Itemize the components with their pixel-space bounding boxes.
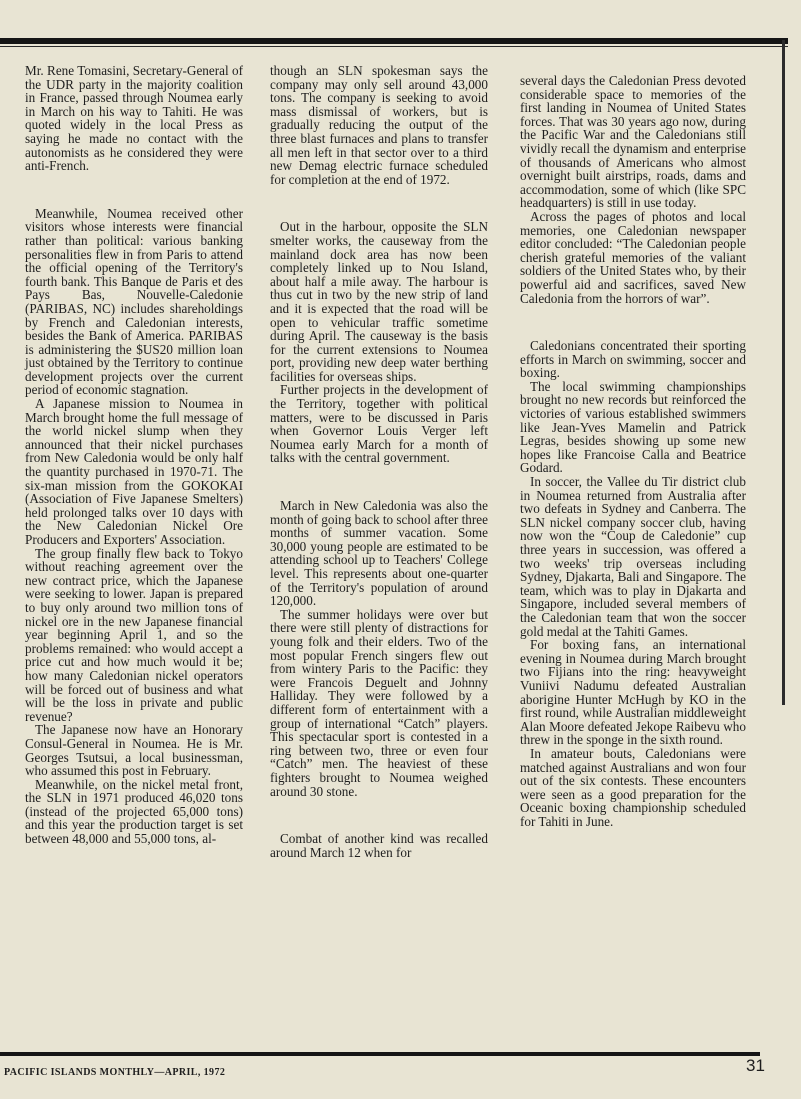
paragraph: For boxing fans, an international evening in Noumea during March brought two Fijians into the ring: heavyweight Vuniivi Nadumu defeated Australian aborigine Hunter McHugh by KO in the first round, while Australian middleweight Alan Moore defeated Jekope Raibevu who threw in the sponge in the sixth round. bbox=[520, 637, 746, 748]
paragraph: Combat of another kind was recalled around March 12 when for bbox=[270, 831, 488, 860]
right-column-rule bbox=[782, 40, 785, 705]
paragraph: The Japanese now have an Honorary Consul-General in Noumea. He is Mr. Georges Tsutsui, a local businessman, who assumed this post in February. bbox=[25, 722, 243, 779]
paragraph: several days the Caledonian Press devoted considerable space to memories of the first landing in Noumea of United States forces. That was 30 years ago now, during the Pacific War and the Caledonians still vividly recall the dynamism and enterprise of thousands of Americans who almost overnight built airstrips, roads, dams and accommodation, some of which (like SPC headquarters) is still in use today. bbox=[520, 73, 746, 211]
page-number: 31 bbox=[746, 1056, 765, 1075]
paragraph: A Japanese mission to Noumea in March brought home the full message of the world nickel slump when they announced that their nickel purchases from New Caledonia would be only half the quantity purchased in 1970-71. The six-man mission from the GOKOKAI (Association of Five Japanese Smelters) held prolonged talks over 10 days with the New Caledonian Nickel Ore Producers and Exporters' Association. bbox=[25, 396, 243, 547]
paragraph: In amateur bouts, Caledonians were matched against Australians and won four out of the six contests. These encounters were seen as a good preparation for the Oceanic boxing championship scheduled for Tahiti in June. bbox=[520, 745, 746, 829]
paragraph: Meanwhile, on the nickel metal front, the SLN in 1971 produced 46,020 tons (instead of the projected 65,000 tons) and this year the production target is set between 48,000 and 55,000 tons, al- bbox=[25, 776, 243, 847]
paragraph: though an SLN spokesman says the company may only sell around 43,000 tons. The company is seeking to avoid mass dismissal of workers, but is gradually reducing the output of the three blast furnaces and plans to transfer all men left in that sector over to a third new Demag electric furnace scheduled for completion at the end of 1972. bbox=[270, 63, 488, 187]
column-3 bbox=[520, 74, 746, 828]
top-rule-thin bbox=[0, 46, 788, 47]
running-footer: PACIFIC ISLANDS MONTHLY—APRIL, 1972 bbox=[4, 1067, 226, 1078]
paragraph: March in New Caledonia was also the month of going back to school after three months of summer vacation. Some 30,000 young people are estimated to be attending school up to Teachers' College level. This represents about one-quarter of the Territory's population of around 120,000. bbox=[270, 498, 488, 609]
top-rule bbox=[0, 38, 788, 44]
paragraph: Further projects in the development of the Territory, together with political matters, were to be discussed in Paris when Governor Louis Verger left Noumea early March for a month of talks with the central government. bbox=[270, 382, 488, 466]
paragraph: The local swimming championships brought no new records but reinforced the victories of various established swimmers like Jean-Yves Mamelin and Patrick Legras, besides showing up some new hopes like Francoise Calla and Beatrice Godard. bbox=[520, 378, 746, 476]
paragraph: Meanwhile, Noumea received other visitors whose interests were financial rather than political: various banking personalities flew in from Paris to attend the official opening of the Territory's fourth bank. This Banque de Paris et des Pays Bas, Nouvelle-Caledonie (PARIBAS, NC) includes shareholdings by French and Caledonian interests, besides the Bank of America. PARIBAS is administering the $US20 million loan just obtained by the Territory to continue development projects over the current period of economic stagnation. bbox=[25, 205, 243, 398]
column-1 bbox=[25, 64, 243, 846]
paragraph: The group finally flew back to Tokyo without reaching agreement over the new contract price, which the Japanese were seeking to lower. Japan is prepared to buy only around two million tons of nickel ore in the new Japanese financial year beginning April 1, and so the problems remained: who would accept a price cut and how much would it be; how many Caledonian nickel operators will be forced out of business and what will be the loss in private and public revenue? bbox=[25, 545, 243, 724]
paragraph: Mr. Rene Tomasini, Secretary-General of the UDR party in the majority coalition in France, passed through Noumea early in March on his way to Tahiti. He was quoted widely in the local Press as saying he made no contact with the autonomists as he considered they were anti-French. bbox=[25, 63, 243, 174]
paragraph: In soccer, the Vallee du Tir district club in Noumea returned from Australia after two defeats in Sydney and Canberra. The SLN nickel company soccer club, having now won the “Coup de Caledonie” cup three years in succession, was offered a two weeks' trip overseas including Sydney, Djakarta, Bali and Singapore. The team, which was to play in Djakarta and Singapore, included several members of the Caledonian team that won the soccer gold medal at the Tahiti Games. bbox=[520, 474, 746, 639]
paragraph: Across the pages of photos and local memories, one Caledonian newspaper editor concluded: “The Caledonian people cherish grateful memories of the valiant soldiers of the United States who, by their powerful aid and sacrifices, saved New Caledonia from the horrors of war”. bbox=[520, 208, 746, 306]
paragraph: The summer holidays were over but there were still plenty of distractions for young folk and their elders. Two of the most popular French singers flew out from wintery Paris to the Pacific: they were Francois Deguelt and Johnny Halliday. They were followed by a different form of entertainment with a group of international “Catch” players. This spectacular sport is contested in a ring between two, three or even four “Catch” men. The heaviest of these fighters brought to Noumea weighed around 30 stone. bbox=[270, 606, 488, 799]
paragraph: Out in the harbour, opposite the SLN smelter works, the causeway from the mainland dock area has now been completely linked up to Nou Island, about half a mile away. The harbour is thus cut in two by the new strip of land and it is expected that the road will be open to vehicular traffic sometime during April. The causeway is the basis for the current extensions to Noumea port, providing new deep water berthing facilities for overseas ships. bbox=[270, 219, 488, 384]
column-2 bbox=[270, 64, 488, 859]
paragraph: Caledonians concentrated their sporting efforts in March on swimming, soccer and boxing. bbox=[520, 338, 746, 381]
bottom-rule bbox=[0, 1052, 760, 1056]
